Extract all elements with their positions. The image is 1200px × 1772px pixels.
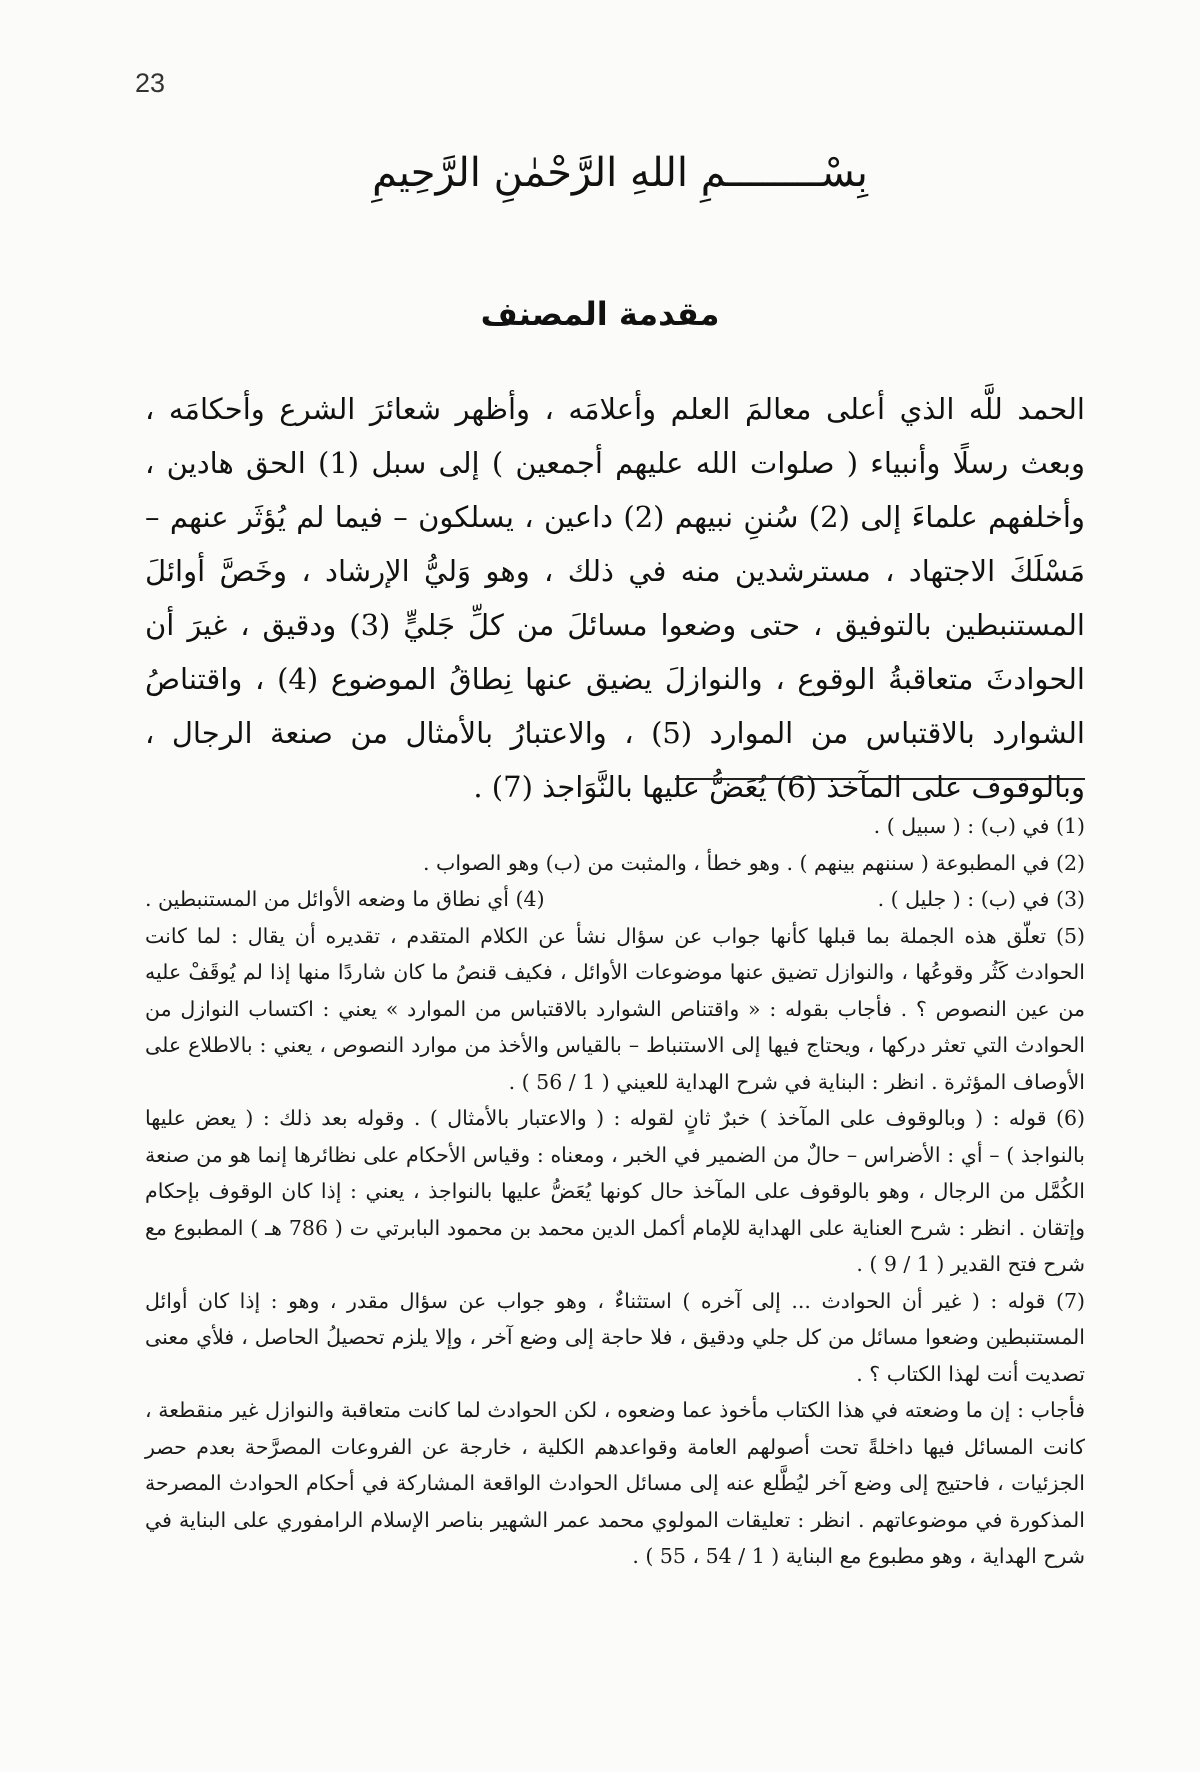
section-title: مقدمة المصنف	[480, 295, 720, 333]
footnote-7: (7) قوله : ( غير أن الحوادث ... إلى آخره ) استثناءٌ ، وهو جواب عن سؤال مقدر ، وهو : إذا كان أوائل المستنبطين وضعوا مسائل من كل جلي ودقيق ، فلا حاجة إلى وضع آخر ، وإلا يلزم تحصيلُ الحاصل ، فلأي معنى تصديت أنت لهذا الكتاب ؟ .	[145, 1288, 1085, 1386]
body-paragraph: الحمد للَّه الذي أعلى معالمَ العلم وأعلامَه ، وأظهر شعائرَ الشرع وأحكامَه ، وبعث رسلًا وأنبياء ( صلوات الله عليهم أجمعين ) إلى سبل (1) الحق هادين ، وأخلفهم علماءَ إلى (2) سُننِ نبيهم (2) داعين ، يسلكون – فيما لم يُؤثَر عنهم – مَسْلَكَ الاجتهاد ، مسترشدين منه في ذلك ، وهو وَليُّ الإرشاد ، وخَصَّ أوائلَ المستنبطين بالتوفيق ، حتى وضعوا مسائلَ من كلِّ جَليٍّ (3) ودقيق ، غيرَ أن الحوادثَ متعاقبةُ الوقوع ، والنوازلَ يضيق عنها نِطاقُ الموضوع (4) ، واقتناصُ الشوارد بالاقتباس من الموارد (5) ، والاعتبارُ بالأمثال من صنعة الرجال ، وبالوقوف على المآخذ (6) يُعَضُّ عليها بالنَّوَاجذ (7) .	[145, 392, 1085, 804]
footnote-4: (4) أي نطاق ما وضعه الأوائل من المستنبطين .	[145, 887, 545, 911]
basmala-calligraphy: بِسْــــــــمِ اللهِ الرَّحْمٰنِ الرَّحِيمِ	[372, 150, 868, 196]
footnote-5: (5) تعلّق هذه الجملة بما قبلها كأنها جواب عن سؤال نشأ عن الكلام المتقدم ، تقديره أن يقال : لما كانت الحوادث كَثُر وقوعُها ، والنوازل تضيق عنها موضوعات الأوائل ، فكيف قنصُ ما كان شاردًا منها إذا لم يُوقَفْ عليه من عين النصوص ؟ . فأجاب بقوله : « واقتناص الشوارد بالاقتباس من الموارد » يعني : اكتساب النوازل من الحوادث التي تعثر دركها ، ويحتاج فيها إلى الاستنباط – بالقياس والأخذ من موارد النصوص ، يعني : بالاطلاع على الأوصاف المؤثرة . انظر : البناية في شرح الهداية للعيني ( 1 / 56 ) .	[145, 923, 1085, 1094]
footnotes	[145, 808, 1085, 1575]
footnote-1: (1) في (ب) : ( سبيل ) .	[873, 814, 1085, 838]
footnote-divider	[675, 778, 1085, 780]
footnote-3: (3) في (ب) : ( جليل ) .	[877, 887, 1085, 911]
footnote-6: (6) قوله : ( وبالوقوف على المآخذ ) خبرٌ ثانٍ لقوله : ( والاعتبار بالأمثال ) . وقوله بعد ذلك : ( يعض عليها بالنواجذ ) – أي : الأضراس – حالٌ من الضمير في الخبر ، ومعناه : وقياس الأحكام على نظائرها إنما هو من صنعة الكُمَّل من الرجال ، وهو بالوقوف على المآخذ حال كونها يُعَضُّ عليها بالنواجذ ، يعني : إذا كان الوقوف بإحكام وإتقان . انظر : شرح العناية على الهداية للإمام أكمل الدين محمد بن محمود البابرتي ت ( 786 هـ ) المطبوع مع شرح فتح القدير ( 1 / 9 ) .	[145, 1106, 1085, 1276]
footnote-row-3-4	[145, 881, 1085, 918]
page-number: 23	[135, 68, 166, 98]
introduction-text	[145, 382, 1085, 814]
footnote-7-continuation: فأجاب : إن ما وضعته في هذا الكتاب مأخوذ عما وضعوه ، لكن الحوادث لما كانت متعاقبة والنوازل غير منقطعة ، كانت المسائل فيها داخلةً تحت أصولهم العامة وقواعدهم الكلية ، خارجة عن الفروعات المصرَّحة بعدم حصر الجزئيات ، فاحتيج إلى وضع آخر ليُطَّلع عنه إلى مسائل الحوادث الواقعة المشاركة في أحكام الحوادث المصرحة المذكورة في موضوعاتهم . انظر : تعليقات المولوي محمد عمر الشهير بناصر الإسلام الرامفوري على البناية في شرح الهداية ، وهو مطبوع مع البناية ( 1 / 54 ، 55 ) .	[145, 1398, 1085, 1568]
footnote-2: (2) في المطبوعة ( سننهم بينهم ) . وهو خطأ ، والمثبت من (ب) وهو الصواب .	[423, 850, 1085, 875]
